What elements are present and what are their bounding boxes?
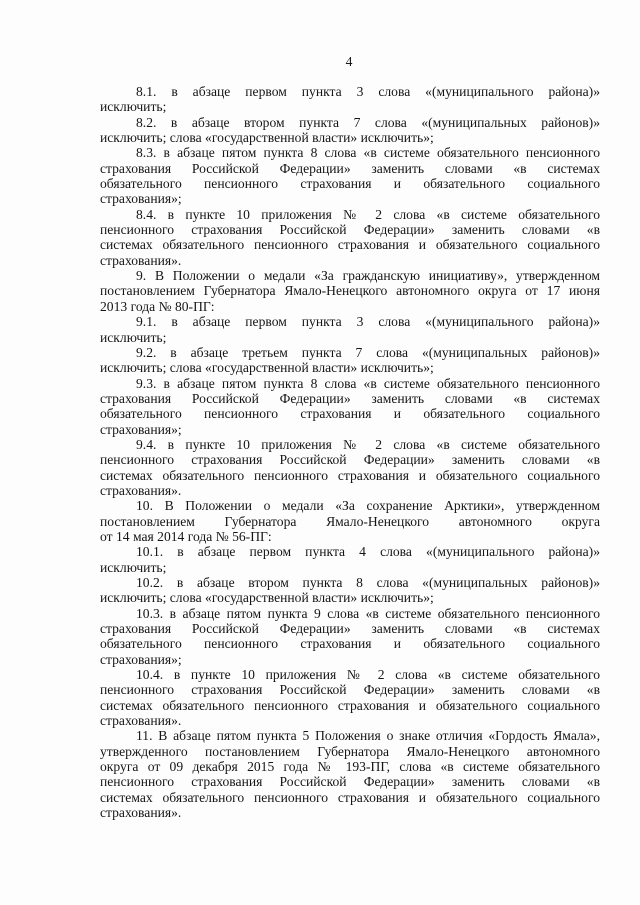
text-line: исключить; — [100, 559, 167, 575]
text-line: исключить; слова «государственной власти» исключить»; — [100, 130, 434, 146]
text-line: 8.1. в абзаце первом пункта 3 слова «(муниципального района)» — [136, 84, 600, 99]
text-line: страхования»; — [100, 421, 182, 437]
text-line: страхования». — [100, 713, 182, 729]
text-line: обязательного пенсионного страхования и обязательного социального — [100, 176, 600, 192]
text-line: исключить; слова «государственной власти» исключить»; — [100, 360, 434, 376]
paragraph — [100, 145, 600, 206]
text-line: 8.3. в абзаце пятом пункта 8 слова «в системе обязательного пенсионного — [136, 145, 600, 161]
text-line: 9.2. в абзаце третьем пункта 7 слова «(муниципальных районов)» — [136, 344, 600, 360]
text-line: 9.3. в абзаце пятом пункта 8 слова «в системе обязательного пенсионного — [136, 375, 600, 391]
text-line: страхования». — [100, 252, 182, 268]
text-line: страхования Российской Федерации» заменить словами «в системах — [100, 390, 600, 406]
text-line: 8.2. в абзаце втором пункта 7 слова «(муниципальных районов)» — [136, 114, 600, 130]
paragraph — [100, 115, 600, 146]
text-line: страхования». — [100, 482, 182, 498]
text-line: системах обязательного пенсионного страхования и обязательного социального — [100, 237, 600, 253]
text-line: 10.2. в абзаце втором пункта 8 слова «(муниципальных районов)» — [136, 575, 600, 590]
text-line: страхования Российской Федерации» заменить словами «в системах — [100, 621, 600, 637]
text-line: 10.3. в абзаце пятом пункта 9 слова «в системе обязательного пенсионного — [136, 605, 600, 621]
text-line: 9. В Положении о медали «За гражданскую инициативу», утвержденном — [136, 268, 600, 284]
text-line: 9.1. в абзаце первом пункта 3 слова «(муниципального района)» — [136, 314, 600, 330]
text-line: страхования»; — [100, 651, 182, 667]
text-line: обязательного пенсионного страхования и обязательного социального — [100, 636, 600, 652]
text-line: пенсионного страхования Российской Федерации» заменить словами «в — [100, 452, 600, 468]
text-line: постановлением Губернатора Ямало-Ненецкого автономного округа — [100, 513, 600, 529]
paragraph — [100, 437, 600, 498]
paragraph — [100, 728, 600, 820]
text-line: 9.4. в пункте 10 приложения № 2 слова «в системе обязательного — [136, 436, 600, 452]
text-line: постановлением Губернатора Ямало-Ненецкого автономного округа от 17 июня — [100, 283, 600, 299]
paragraph — [100, 575, 600, 606]
text-line: 10.4. в пункте 10 приложения № 2 слова «в системе обязательного — [136, 667, 600, 683]
text-line: системах обязательного пенсионного страхования и обязательного социального — [100, 697, 600, 713]
text-line: пенсионного страхования Российской Федерации» заменить словами «в — [100, 774, 600, 790]
paragraph — [100, 207, 600, 268]
text-line: системах обязательного пенсионного страхования и обязательного социального — [100, 467, 600, 483]
text-line: 11. В абзаце пятом пункта 5 Положения о знаке отличия «Гордость Ямала», — [136, 728, 600, 744]
text-line: 10. В Положении о медали «За сохранение Арктики», утвержденном — [136, 498, 600, 514]
text-line: страхования». — [100, 805, 182, 821]
document-body — [100, 84, 600, 821]
paragraph — [100, 606, 600, 667]
paragraph — [100, 314, 600, 345]
paragraph — [100, 376, 600, 437]
paragraph — [100, 268, 600, 314]
text-line: от 14 мая 2014 года № 56-ПГ: — [100, 528, 272, 544]
text-line: исключить; — [100, 329, 167, 345]
text-line: исключить; слова «государственной власти» исключить»; — [100, 590, 434, 606]
text-line: пенсионного страхования Российской Федерации» заменить словами «в — [100, 682, 600, 698]
text-line: пенсионного страхования Российской Федерации» заменить словами «в — [100, 222, 600, 238]
text-line: страхования Российской Федерации» заменить словами «в системах — [100, 160, 600, 176]
text-line: 10.1. в абзаце первом пункта 4 слова «(муниципального района)» — [136, 544, 600, 560]
page-number: 4 — [345, 54, 353, 69]
paragraph — [100, 667, 600, 728]
text-line: 2013 года № 80-ПГ: — [100, 298, 215, 314]
text-line: исключить; — [100, 99, 167, 115]
paragraph — [100, 84, 600, 115]
text-line: страхования»; — [100, 191, 182, 207]
paragraph — [100, 345, 600, 376]
text-line: обязательного пенсионного страхования и обязательного социального — [100, 406, 600, 422]
paragraph — [100, 544, 600, 575]
text-line: системах обязательного пенсионного страхования и обязательного социального — [100, 789, 600, 805]
text-line: 8.4. в пункте 10 приложения № 2 слова «в системе обязательного — [136, 206, 600, 222]
paragraph — [100, 498, 600, 544]
text-line: округа от 09 декабря 2015 года № 193-ПГ, слова «в системе обязательного — [100, 759, 600, 775]
text-line: утвержденного постановлением Губернатора Ямало-Ненецкого автономного — [100, 743, 600, 759]
